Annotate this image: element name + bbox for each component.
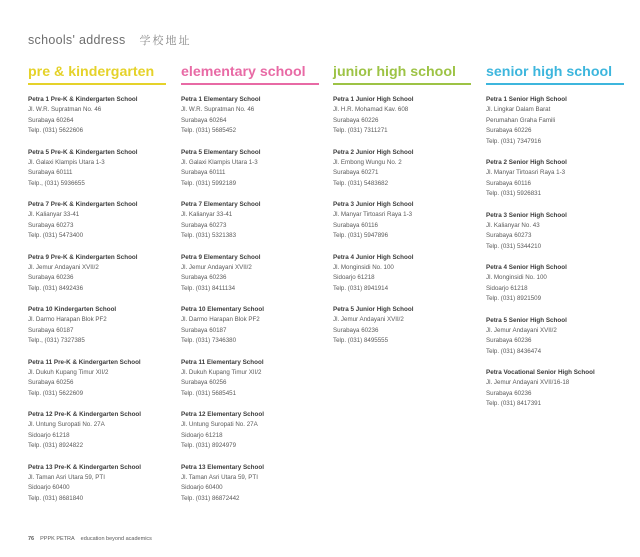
school-address-line: Jl. Embong Wungu No. 2: [333, 158, 402, 166]
school-address-line: Telp. (031) 5685451: [181, 389, 237, 397]
school-address-line: Surabaya 60256: [181, 379, 227, 386]
school-address-line: Telp. (031) 7346380: [181, 337, 237, 344]
school-name: Petra 1 Senior High School: [486, 96, 567, 103]
school-name: Petra 5 Pre-K & Kindergarten School: [28, 148, 138, 156]
school-entry: [333, 200, 471, 242]
school-list: [486, 95, 624, 410]
school-name: Petra 4 Junior High School: [333, 253, 414, 261]
school-entry: [333, 148, 471, 190]
school-address-line: Telp. (031) 7347916: [486, 137, 542, 145]
school-address-line: Surabaya 60256: [28, 379, 74, 386]
school-name: Petra 1 Elementary School: [181, 96, 261, 103]
school-address-line: Sidoarjo 61218: [28, 431, 70, 439]
school-address-line: Sidoarjo 61218: [486, 284, 528, 292]
school-address-line: Jl. H.R. Mohamad Kav. 608: [333, 106, 409, 113]
school-address-line: Surabaya 60116: [333, 221, 378, 229]
school-address-line: Telp. (031) 5622606: [28, 127, 84, 134]
school-address-line: Telp. (031) 8941914: [333, 284, 389, 292]
school-address-line: Sidoarjo 61218: [333, 274, 375, 281]
school-address-line: Telp. (031) 5947896: [333, 232, 389, 239]
school-address-line: Perumahan Graha Famili: [486, 116, 556, 124]
school-address-line: Surabaya 60236: [28, 274, 74, 281]
school-entry: [181, 148, 319, 190]
school-address-line: Surabaya 60264: [181, 116, 227, 124]
school-address-line: Surabaya 60226: [333, 116, 379, 124]
school-address-line: Jl. Taman Asri Utara 59, PTI: [28, 473, 105, 481]
school-address-line: Jl. Galaxi Klampis Utara 1-3: [28, 158, 105, 166]
school-address-line: Telp. (031) 5344210: [486, 242, 542, 250]
school-address-line: Surabaya 60236: [333, 326, 379, 334]
school-address-line: Jl. Galaxi Klampis Utara 1-3: [181, 158, 258, 166]
school-address-line: Jl. Darmo Harapan Blok PF2: [28, 316, 107, 323]
school-name: Petra 12 Elementary School: [181, 411, 264, 418]
school-name: Petra 2 Senior High School: [486, 159, 567, 166]
school-name: Petra 9 Elementary School: [181, 253, 261, 261]
heading-rule: [333, 83, 471, 85]
school-address-line: Telp. (031) 86872442: [181, 494, 240, 502]
school-address-line: Jl. Manyar Tirtoasri Raya 1-3: [333, 211, 413, 218]
school-address-line: Telp. (031) 8492436: [28, 284, 84, 292]
school-address-line: Telp. (031) 5321383: [181, 232, 237, 239]
school-address-line: Jl. Taman Asri Utara 59, PTI: [181, 473, 258, 481]
school-address-line: Surabaya 60236: [486, 337, 532, 344]
school-list: [181, 95, 319, 504]
school-entry: [486, 263, 624, 305]
school-entry: [181, 305, 319, 347]
school-entry: [28, 148, 166, 190]
school-address-line: Telp. (031) 8436474: [486, 347, 542, 355]
school-address-line: Telp. (031) 8924979: [181, 442, 237, 449]
school-address-line: Telp. (031) 7311271: [333, 127, 388, 134]
school-address-line: Jl. Dukuh Kupang Timur XII/2: [28, 368, 109, 376]
school-address-line: Telp. (031) 5622609: [28, 389, 84, 397]
school-address-line: Jl. Kalianyar No. 43: [486, 221, 540, 229]
school-name: Petra 12 Pre-K & Kindergarten School: [28, 411, 142, 418]
school-address-line: Surabaya 60187: [181, 326, 227, 334]
page-number: 76: [28, 536, 35, 542]
column-junior-high: [333, 64, 471, 358]
school-name: Petra 7 Pre-K & Kindergarten School: [28, 201, 138, 208]
school-entry: [28, 305, 166, 347]
school-address-line: Telp. (031) 5473400: [28, 232, 84, 239]
school-address-line: Surabaya 60111: [28, 169, 73, 176]
school-address-line: Surabaya 60111: [181, 169, 226, 176]
school-address-line: Jl. Lingkar Dalam Barat: [486, 106, 551, 113]
school-address-line: Surabaya 60273: [486, 232, 532, 239]
school-entry: [28, 410, 166, 452]
school-name: Petra 10 Elementary School: [181, 306, 264, 313]
school-address-line: Jl. Jemur Andayani XVII/2: [333, 316, 404, 323]
school-address-line: Telp. (031) 8924822: [28, 442, 84, 449]
school-address-line: Surabaya 60273: [28, 221, 74, 229]
school-address-line: Jl. Monginsidi No. 100: [333, 263, 394, 271]
school-address-line: Jl. W.R. Supratman No. 46: [181, 106, 255, 113]
school-address-line: Jl. Untung Suropati No. 27A: [28, 421, 105, 428]
school-address-line: Jl. Jemur Andayani XVII/2: [486, 326, 557, 334]
school-address-line: Surabaya 60236: [486, 389, 532, 397]
column-pre-kindergarten: [28, 64, 166, 515]
column-heading: junior high school: [333, 64, 456, 80]
school-address-line: Surabaya 60271: [333, 169, 379, 176]
school-address-line: Telp., (031) 7327385: [28, 337, 85, 344]
school-name: Petra Vocational Senior High School: [486, 369, 595, 376]
school-address-line: Telp. (031) 8921509: [486, 295, 542, 302]
school-address-line: Jl. Kalianyar 33-41: [181, 211, 233, 218]
school-entry: [486, 158, 624, 200]
heading-rule: [28, 83, 166, 85]
column-heading: elementary school: [181, 64, 306, 80]
school-address-line: Telp. (031) 5483682: [333, 179, 389, 187]
school-address-line: Telp., (031) 5936655: [28, 179, 85, 187]
school-address-line: Sidoarjo 60400: [28, 484, 70, 491]
school-entry: [486, 368, 624, 410]
school-entry: [181, 200, 319, 242]
school-name: Petra 9 Pre-K & Kindergarten School: [28, 253, 138, 261]
footer-tagline: education beyond academics: [80, 536, 152, 542]
column-heading: pre & kindergarten: [28, 64, 155, 80]
school-address-line: Surabaya 60226: [486, 127, 532, 134]
school-address-line: Jl. Darmo Harapan Blok PF2: [181, 316, 260, 323]
school-entry: [181, 95, 319, 137]
school-entry: [333, 305, 471, 347]
school-name: Petra 1 Junior High School: [333, 96, 414, 103]
school-address-line: Jl. Manyar Tirtoasri Raya 1-3: [486, 169, 566, 176]
school-name: Petra 1 Pre-K & Kindergarten School: [28, 96, 138, 103]
page-footer: [28, 536, 152, 542]
school-entry: [181, 253, 319, 295]
school-address-line: Surabaya 60116: [486, 179, 531, 187]
school-entry: [28, 95, 166, 137]
school-address-line: Telp. (031) 8495555: [333, 337, 389, 344]
column-heading: senior high school: [486, 64, 613, 80]
school-address-line: Surabaya 60273: [181, 221, 227, 229]
school-address-line: Jl. Dukuh Kupang Timur XII/2: [181, 368, 262, 376]
school-entry: [486, 316, 624, 358]
school-entry: [28, 463, 166, 505]
page-title: schools' address: [28, 33, 126, 47]
school-address-line: Surabaya 60187: [28, 326, 74, 334]
school-address-line: Telp. (031) 8417391: [486, 400, 542, 407]
school-address-line: Surabaya 60264: [28, 116, 74, 124]
school-name: Petra 5 Senior High School: [486, 316, 567, 324]
school-name: Petra 11 Elementary School: [181, 358, 264, 366]
school-address-line: Sidoarjo 61218: [181, 431, 223, 439]
school-address-line: Jl. Kalianyar 33-41: [28, 211, 80, 218]
school-address-line: Sidoarjo 60400: [181, 484, 223, 491]
school-name: Petra 3 Junior High School: [333, 201, 414, 208]
page-header: [28, 32, 192, 48]
school-address-line: Jl. Jemur Andayani XVII/2: [181, 263, 252, 271]
school-name: Petra 5 Elementary School: [181, 148, 261, 156]
school-entry: [181, 358, 319, 400]
school-entry: [181, 410, 319, 452]
page-title-chinese: 学校地址: [139, 34, 192, 47]
school-address-line: Telp. (031) 5926831: [486, 190, 542, 197]
school-entry: [181, 463, 319, 505]
school-entry: [28, 358, 166, 400]
school-name: Petra 4 Senior High School: [486, 264, 567, 271]
school-name: Petra 13 Elementary School: [181, 463, 264, 471]
column-elementary: [181, 64, 319, 515]
heading-rule: [181, 83, 319, 85]
school-name: Petra 7 Elementary School: [181, 201, 261, 208]
school-address-line: Jl. W.R. Supratman No. 46: [28, 106, 102, 113]
footer-brand: PPPK PETRA: [40, 536, 75, 542]
school-list: [333, 95, 471, 347]
school-address-line: Jl. Jemur Andayani XVII/2: [28, 263, 99, 271]
school-entry: [333, 95, 471, 137]
school-address-line: Jl. Monginsidi No. 100: [486, 274, 547, 281]
school-name: Petra 13 Pre-K & Kindergarten School: [28, 463, 142, 471]
school-entry: [28, 200, 166, 242]
school-address-line: Telp. (031) 8681840: [28, 494, 84, 502]
heading-rule: [486, 83, 624, 85]
school-name: Petra 3 Senior High School: [486, 211, 567, 219]
column-senior-high: [486, 64, 624, 421]
school-name: Petra 10 Kindergarten School: [28, 306, 117, 313]
school-address-line: Telp. (031) 8411134: [181, 284, 236, 292]
school-name: Petra 2 Junior High School: [333, 148, 414, 156]
school-name: Petra 11 Pre-K & Kindergarten School: [28, 358, 141, 366]
school-list: [28, 95, 166, 504]
school-address-line: Jl. Jemur Andayani XVII/16-18: [486, 379, 570, 386]
school-entry: [486, 211, 624, 253]
school-entry: [333, 253, 471, 295]
school-address-line: Surabaya 60236: [181, 274, 227, 281]
school-address-line: Telp. (031) 5685452: [181, 127, 237, 134]
school-entry: [486, 95, 624, 147]
school-address-line: Jl. Untung Suropati No. 27A: [181, 421, 258, 428]
school-entry: [28, 253, 166, 295]
school-address-line: Telp. (031) 5992189: [181, 179, 237, 187]
school-name: Petra 5 Junior High School: [333, 306, 414, 313]
